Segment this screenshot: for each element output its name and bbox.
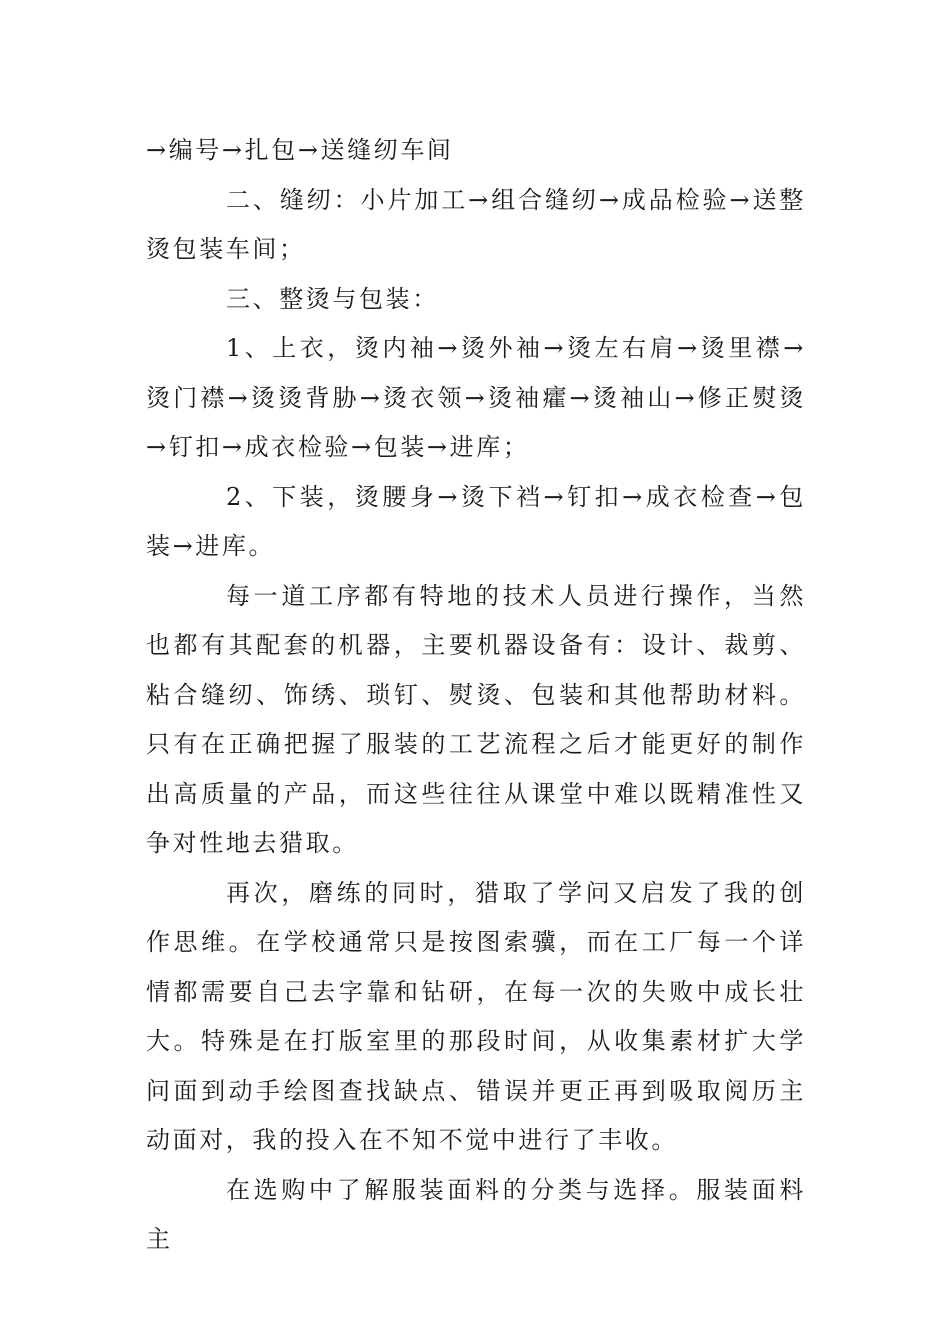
paragraph-1: →编号→扎包→送缝纫车间	[146, 136, 454, 164]
paragraph-3: 三、整烫与包装：	[226, 284, 439, 313]
paragraph-2: 二、缝纫：小片加工→组合缝纫→成品检验→送整烫包装车间；	[146, 185, 806, 263]
body-text	[146, 126, 806, 1265]
paragraph-8: 在选购中了解服装面料的分类与选择。服装面料主	[146, 1175, 806, 1253]
paragraph-6: 每一道工序都有特地的技术人员进行操作，当然也都有其配套的机器，主要机器设备有：设计、裁剪、粘合缝纫、饰绣、琐钉、熨烫、包装和其他帮助材料。只有在正确把握了服装的工艺流程之后才能更好的制作出高质量的产品，而这些往往从课堂中难以既精准性又争对性地去猎取。	[146, 581, 806, 857]
paragraph-4: 1、上衣，烫内袖→烫外袖→烫左右肩→烫里襟→烫门襟→烫烫背胁→烫衣领→烫袖癨→烫袖山→修正熨烫→钉扣→成衣检验→包装→进库；	[146, 334, 806, 461]
paragraph-5: 2、下装，烫腰身→烫下裆→钉扣→成衣检查→包装→进库。	[146, 482, 806, 560]
paragraph-7: 再次，磨练的同时，猎取了学问又启发了我的创作思维。在学校通常只是按图索骥，而在工厂每一个详情都需要自己去字靠和钻研，在每一次的失败中成长壮大。特殊是在打版室里的那段时间，从收集素材扩大学问面到动手绘图查找缺点、错误并更正再到吸取阅历主动面对，我的投入在不知不觉中进行了丰收。	[146, 878, 806, 1154]
